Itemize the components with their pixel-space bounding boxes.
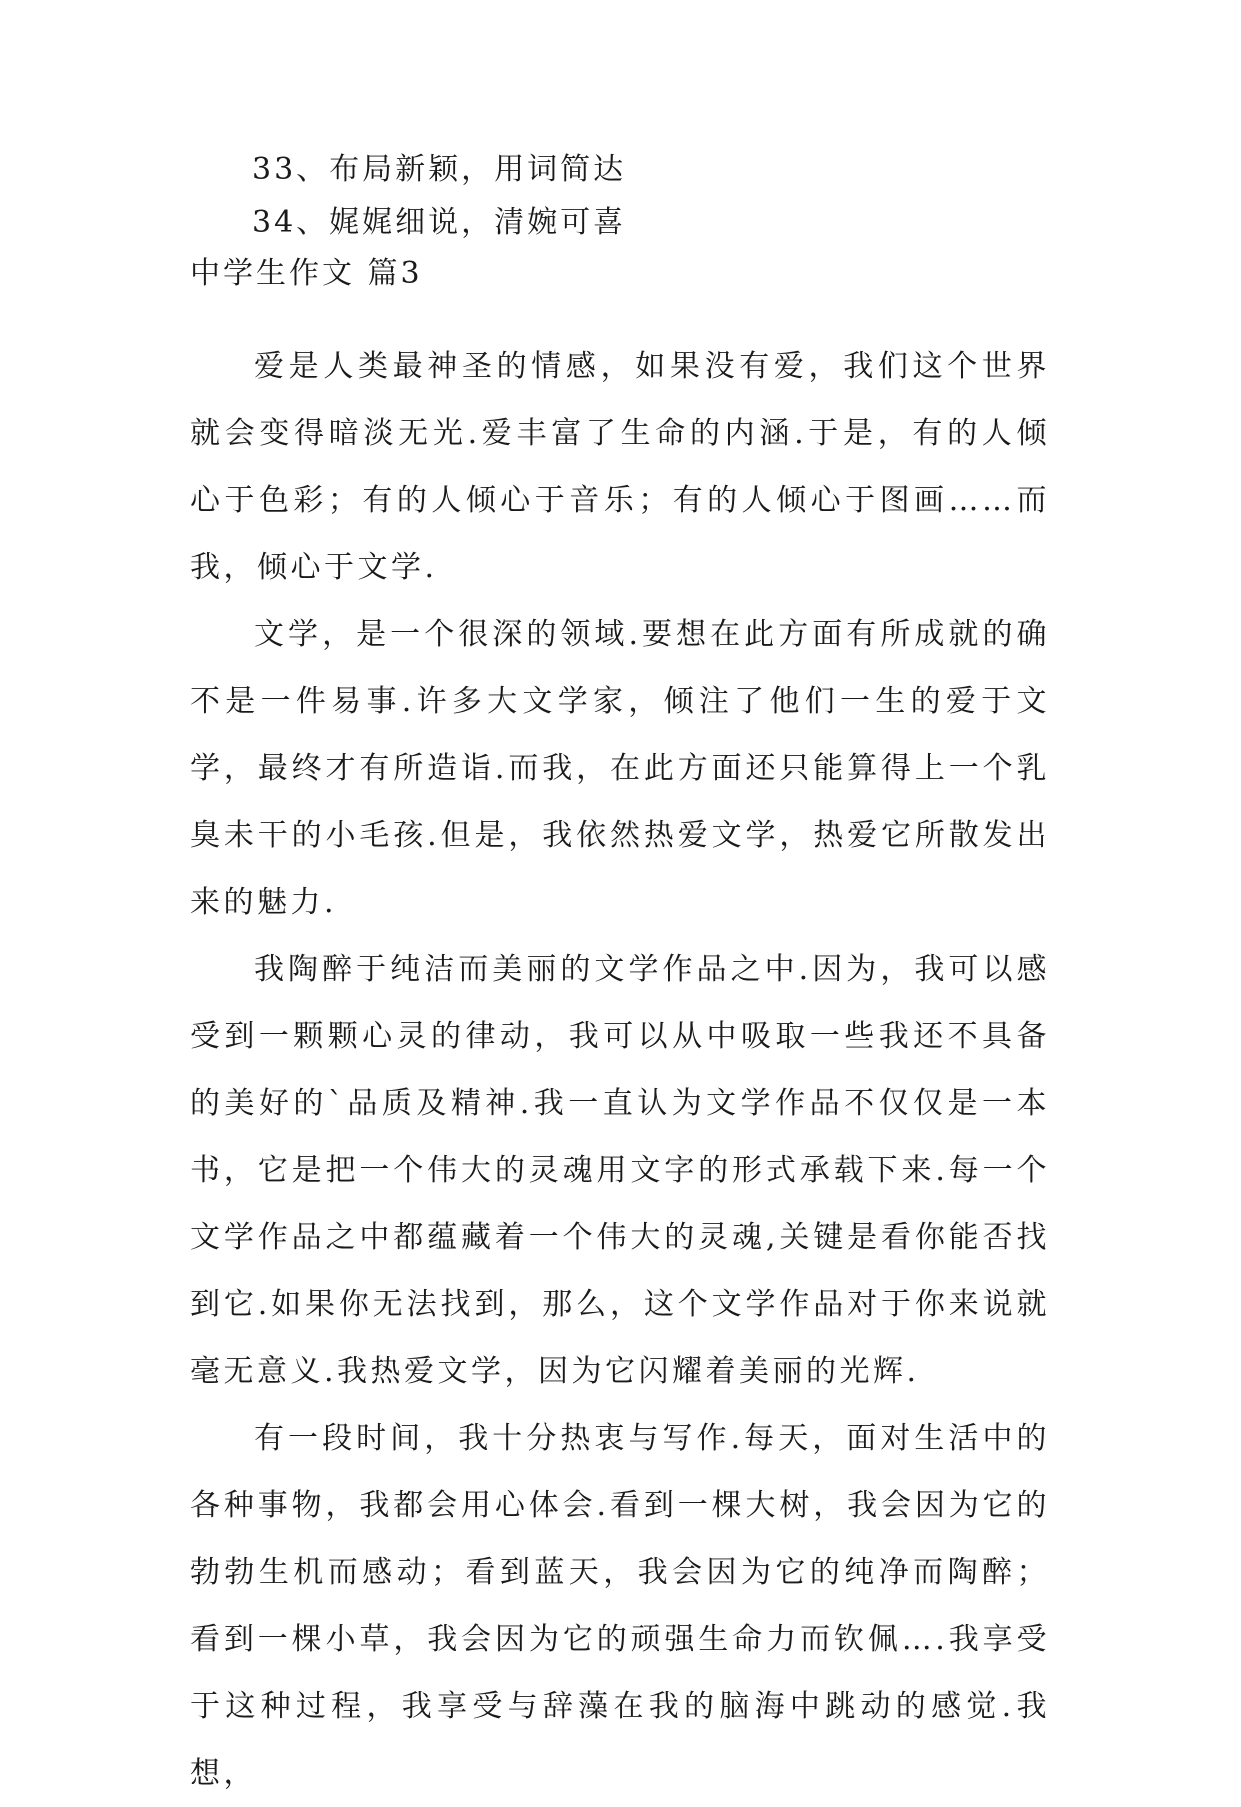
list-item: 34、娓娓细说，清婉可喜 bbox=[252, 205, 627, 240]
essay-heading: 中学生作文 篇3 bbox=[190, 256, 423, 291]
paragraph: 文学，是一个很深的领域.要想在此方面有所成就的确不是一件易事.许多大文学家，倾注了他们一生的爱于文学，最终才有所造诣.而我，在此方面还只能算得上一个乳臭未干的小毛孩.但是，我依然热爱文学，热爱它所散发出来的魅力. bbox=[190, 617, 1050, 920]
essay-body bbox=[190, 333, 1050, 1807]
paragraph: 爱是人类最神圣的情感，如果没有爱，我们这个世界就会变得暗淡无光.爱丰富了生命的内涵.于是，有的人倾心于色彩；有的人倾心于音乐；有的人倾心于图画……而我，倾心于文学. bbox=[190, 349, 1050, 585]
paragraph: 有一段时间，我十分热衷与写作.每天，面对生活中的各种事物，我都会用心体会.看到一棵大树，我会因为它的勃勃生机而感动；看到蓝天，我会因为它的纯净而陶醉；看到一棵小草，我会因为它的顽强生命力而钦佩….我享受于这种过程，我享受与辞藻在我的脑海中跳动的感觉.我想， bbox=[190, 1421, 1050, 1791]
list-item: 33、布局新颖，用词简达 bbox=[252, 152, 627, 187]
paragraph: 我陶醉于纯洁而美丽的文学作品之中.因为，我可以感受到一颗颗心灵的律动，我可以从中吸取一些我还不具备的美好的`品质及精神.我一直认为文学作品不仅仅是一本书，它是把一个伟大的灵魂用文字的形式承载下来.每一个文学作品之中都蕴藏着一个伟大的灵魂,关键是看你能否找到它.如果你无法找到，那么，这个文学作品对于你来说就毫无意义.我热爱文学，因为它闪耀着美丽的光辉. bbox=[190, 952, 1050, 1389]
